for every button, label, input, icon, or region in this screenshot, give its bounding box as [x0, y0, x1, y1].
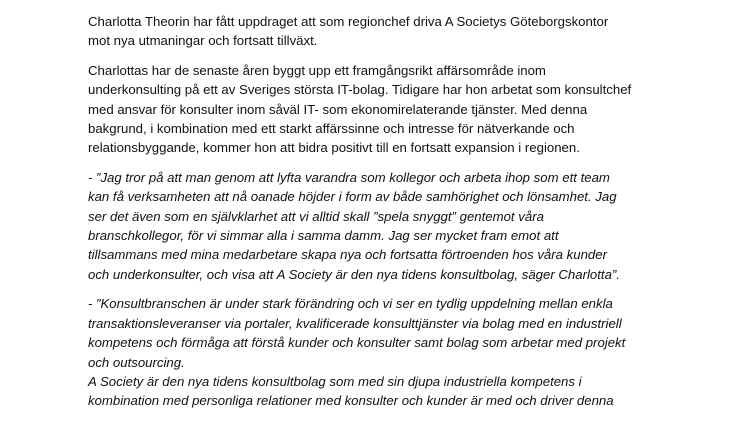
paragraph-background	[88, 61, 688, 158]
paragraph-intro	[88, 12, 688, 51]
document-page	[88, 12, 688, 421]
text-line: med ansvar för konsulter inom såväl IT- som ekonomirelaterande tjänster. Med denna	[88, 101, 588, 117]
text-line: Charlottas har de senaste åren byggt upp ett framgångsrikt affärsområde inom	[88, 62, 546, 78]
text-line: bakgrund, i kombination med ett starkt affärssinne och intresse för nätverkande och	[88, 121, 575, 137]
text-line: kombination med personliga relationer med konsulter och kunder är med och driver denna	[88, 393, 614, 409]
text-line: Charlotta Theorin har fått uppdraget att som regionchef driva A Societys Göteborgskontor	[88, 14, 609, 29]
text-line: - ”Konsultbranschen är under stark förändring och vi ser en tydlig uppdelning mellan enkla	[88, 296, 613, 312]
text-line: och underkonsulter, och visa att A Society är den nya tidens konsultbolag, säger Charlotta”.	[88, 266, 620, 282]
text-line: underkonsulting på ett av Sveriges största IT-bolag. Tidigare har hon arbetat som konsultchef	[88, 82, 632, 98]
text-line: mot nya utmaningar och fortsatt tillväxt.	[88, 33, 318, 49]
text-line: - ”Jag tror på att man genom att lyfta varandra som kollegor och arbeta ihop som ett team	[88, 169, 610, 185]
text-line: transaktionsleveranser via portaler, kvalificerade konsulttjänster via bolag med en industriell	[88, 315, 622, 331]
text-line: och outsourcing.	[88, 354, 185, 370]
text-line: ser det även som en självklarhet att vi alltid skall ”spela snyggt” gentemot våra	[88, 208, 544, 224]
text-line: relationsbyggande, kommer hon att bidra positivt till en fortsatt expansion i regionen.	[88, 140, 580, 156]
paragraph-quote-industry	[88, 294, 688, 410]
text-line: A Society är den nya tidens konsultbolag som med sin djupa industriella kompetens i	[88, 373, 582, 389]
text-line: branschkollegor, för vi simmar alla i samma damm. Jag ser mycket fram emot att	[88, 228, 559, 244]
text-line: kan få verksamheten att nå oanade höjder i form av både samhörighet och lönsamhet. Jag	[88, 189, 617, 205]
paragraph-quote-charlotta	[88, 168, 688, 284]
text-line: kompetens och förmåga att förstå kunder och konsulter samt bolag som arbetar med projekt	[88, 335, 626, 351]
text-line: tillsammans med mina medarbetare skapa nya och fortsatta förtroenden hos våra kunder	[88, 247, 607, 263]
